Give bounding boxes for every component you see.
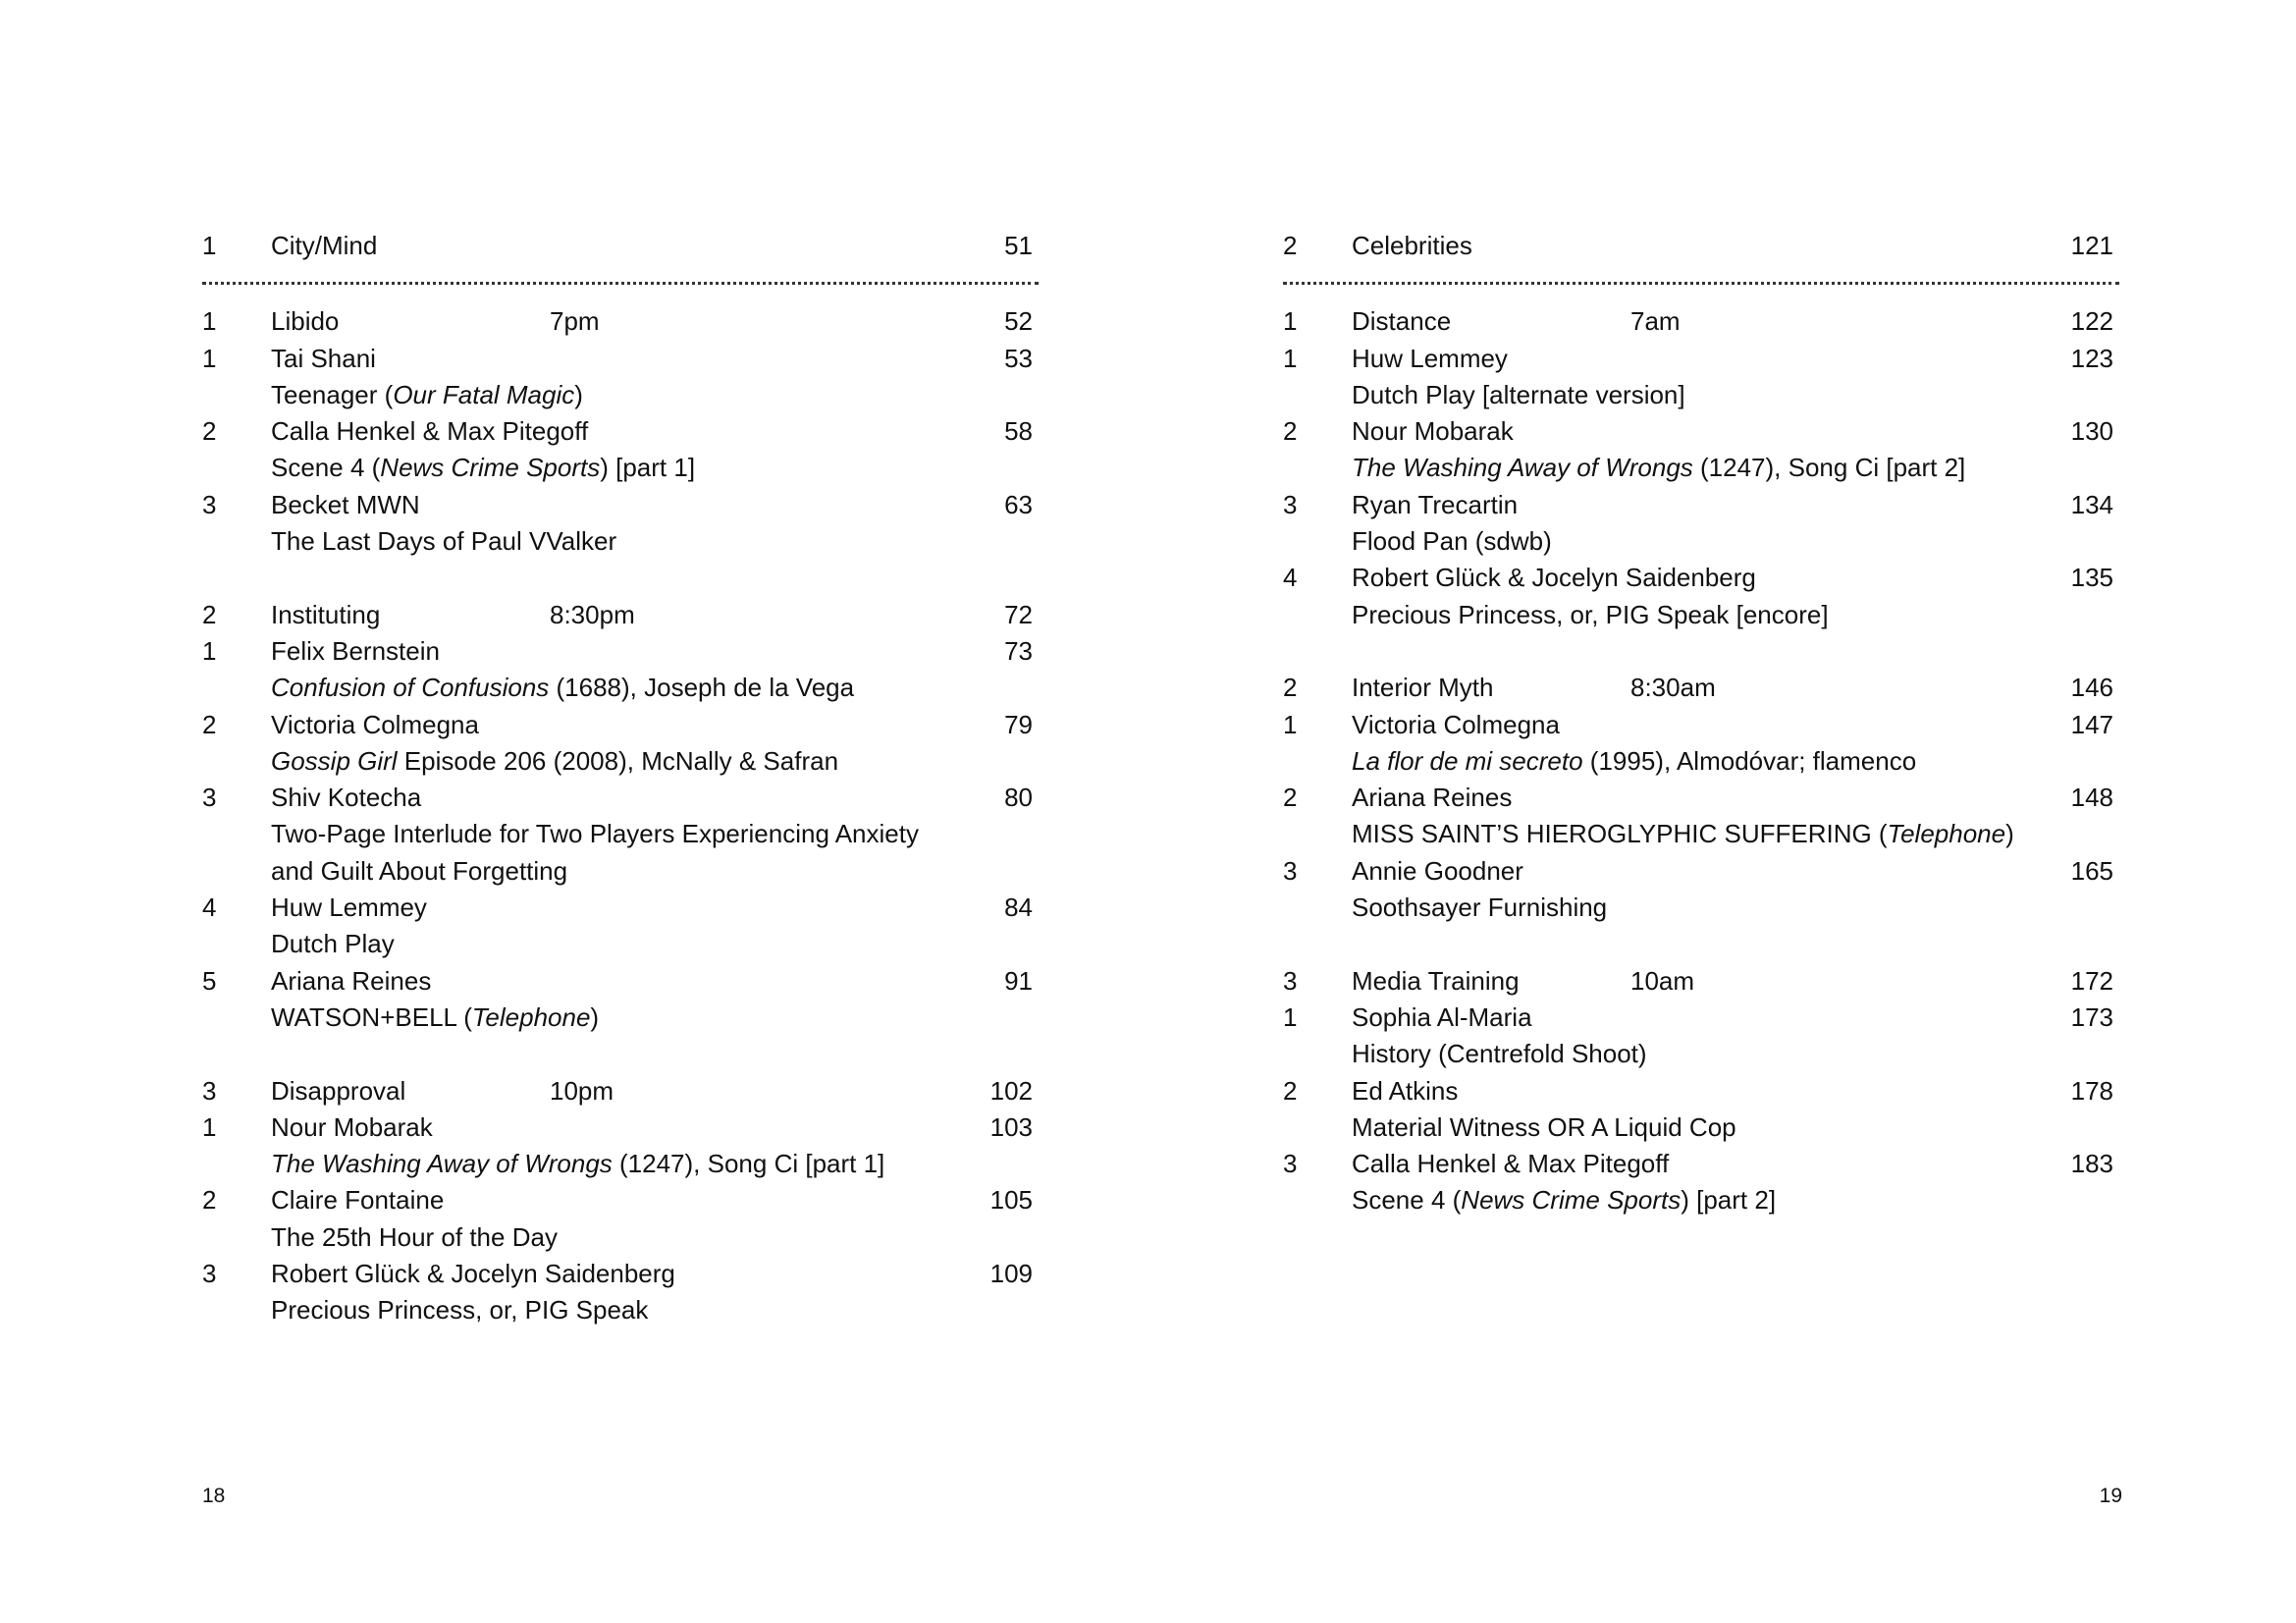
entry-number: 2 — [1283, 783, 1298, 813]
section-number: 3 — [1283, 965, 1298, 996]
page-number: 18 — [202, 1485, 226, 1507]
work-text-suffix: Episode 206 (2008), McNally & Safran — [397, 745, 839, 776]
entry-author: Nour Mobarak — [1352, 416, 1514, 447]
entry-work-title — [1352, 597, 1829, 633]
entry-number: 1 — [202, 635, 217, 666]
entry-number: 3 — [1283, 489, 1298, 519]
section-title: Instituting — [271, 599, 381, 629]
entry-page: 79 — [1004, 709, 1033, 739]
entry-work-title — [271, 377, 583, 413]
entry-author-row — [202, 890, 1039, 926]
entry-author: Victoria Colmegna — [1352, 709, 1560, 739]
entry-author: Shiv Kotecha — [271, 783, 422, 813]
entry-author-row — [1283, 560, 2119, 596]
section-title: Interior Myth — [1352, 673, 1494, 703]
entry-work-row — [202, 816, 1039, 852]
act-heading — [202, 228, 1039, 264]
entry-work-title-continued: and Guilt About Forgetting — [271, 855, 568, 886]
entry-author-row — [1283, 780, 2119, 816]
act-number: 2 — [1283, 231, 1298, 260]
entry-work-title — [1352, 743, 1916, 780]
work-text: The 25th Hour of the Day — [271, 1221, 558, 1252]
work-text: Soothsayer Furnishing — [1352, 893, 1608, 923]
entry-work-row — [202, 670, 1039, 706]
entry-work-title — [271, 523, 616, 560]
entry-page: 165 — [2070, 855, 2113, 886]
section-number: 1 — [202, 306, 217, 337]
work-text: History (Centrefold Shoot) — [1352, 1039, 1647, 1069]
entry-work-title — [271, 1000, 599, 1036]
work-text: Two-Page Interlude for Two Players Experiencing Anxiety — [271, 819, 919, 849]
entry-work-row — [1283, 890, 2119, 926]
entry-author-row — [1283, 1073, 2119, 1109]
entry-number: 1 — [202, 1111, 217, 1142]
section-heading — [202, 597, 1039, 633]
work-text: WATSON+BELL ( — [271, 1001, 472, 1032]
act-page: 51 — [1004, 231, 1033, 260]
entry-author-row — [1283, 413, 2119, 450]
section-page: 52 — [1004, 306, 1033, 337]
entry-work-row — [1283, 816, 2119, 852]
work-italic-title: Our Fatal Magic — [393, 379, 575, 409]
section-heading — [1283, 963, 2119, 1000]
section-time: 10am — [1630, 965, 1695, 996]
entry-work-title — [1352, 1182, 1776, 1218]
entry-work-title — [271, 1292, 648, 1328]
entry-work-title — [271, 450, 695, 486]
entry-page: 148 — [2070, 783, 2113, 813]
section-number: 2 — [202, 599, 217, 629]
entry-work-row — [202, 377, 1039, 413]
entry-author: Huw Lemmey — [271, 893, 427, 923]
work-text-suffix: ) — [2005, 819, 2014, 849]
work-text-suffix: (1247), Song Ci [part 2] — [1692, 453, 1966, 483]
section-title: Libido — [271, 306, 340, 337]
entry-work-row — [1283, 1182, 2119, 1218]
entry-page: 53 — [1004, 343, 1033, 373]
work-text-suffix: ) [part 2] — [1681, 1185, 1777, 1216]
entry-author-row — [1283, 1000, 2119, 1036]
entry-author-row — [202, 780, 1039, 816]
table-of-contents — [1283, 228, 2119, 1219]
entry-work-title — [1352, 377, 1685, 413]
entry-work-row — [1283, 377, 2119, 413]
entry-number: 1 — [1283, 709, 1298, 739]
work-text: Dutch Play — [271, 929, 395, 959]
entry-work-title — [1352, 816, 2014, 852]
section-number: 2 — [1283, 673, 1298, 703]
act-number: 1 — [202, 231, 217, 260]
entry-number: 3 — [202, 1259, 217, 1289]
entry-author-row — [202, 963, 1039, 1000]
entry-number: 4 — [1283, 563, 1298, 593]
work-text: MISS SAINT’S HIEROGLYPHIC SUFFERING ( — [1352, 819, 1888, 849]
entry-number: 3 — [1283, 855, 1298, 886]
entry-page: 80 — [1004, 783, 1033, 813]
work-text: Precious Princess, or, PIG Speak [encore] — [1352, 599, 1829, 629]
section-spacer — [1283, 633, 2119, 670]
entry-author: Robert Glück & Jocelyn Saidenberg — [1352, 563, 1756, 593]
section-page: 172 — [2070, 965, 2113, 996]
entry-number: 3 — [202, 489, 217, 519]
entry-author: Sophia Al-Maria — [1352, 1001, 1532, 1032]
entry-page: 147 — [2070, 709, 2113, 739]
entry-work-title — [271, 1219, 558, 1256]
work-text: Teenager ( — [271, 379, 394, 409]
act-heading — [1283, 228, 2119, 264]
work-text: Dutch Play [alternate version] — [1352, 379, 1685, 409]
entry-author-row — [202, 707, 1039, 743]
entry-work-row — [202, 450, 1039, 486]
work-text-suffix: ) — [574, 379, 583, 409]
entry-page: 58 — [1004, 416, 1033, 447]
work-text: Scene 4 ( — [271, 453, 381, 483]
entry-page: 73 — [1004, 635, 1033, 666]
act-page: 121 — [2070, 231, 2113, 260]
entry-author: Ed Atkins — [1352, 1075, 1459, 1106]
entry-number: 2 — [202, 709, 217, 739]
work-text-suffix: (1688), Joseph de la Vega — [549, 673, 855, 703]
section-number: 3 — [202, 1075, 217, 1106]
entry-author-row — [202, 413, 1039, 450]
entry-number: 5 — [202, 965, 217, 996]
entry-author-row — [202, 633, 1039, 670]
entry-page: 103 — [989, 1111, 1033, 1142]
entry-number: 3 — [202, 783, 217, 813]
entry-author-row — [1283, 707, 2119, 743]
section-heading — [202, 1073, 1039, 1109]
entry-number: 4 — [202, 893, 217, 923]
work-italic-title: The Washing Away of Wrongs — [1352, 453, 1693, 483]
entry-page: 109 — [989, 1259, 1033, 1289]
entry-work-title — [1352, 1109, 1736, 1146]
section-spacer — [202, 1036, 1039, 1072]
entry-author-row — [202, 1182, 1039, 1218]
entry-author-row — [202, 1109, 1039, 1146]
work-italic-title: News Crime Sports — [380, 453, 601, 483]
entry-work-title — [1352, 1036, 1647, 1072]
entry-work-row — [1283, 1036, 2119, 1072]
work-text: The Last Days of Paul VValker — [271, 526, 617, 557]
section-page: 122 — [2070, 306, 2113, 337]
section-number: 1 — [1283, 306, 1298, 337]
section-page: 72 — [1004, 599, 1033, 629]
section-title: Media Training — [1352, 965, 1520, 996]
entry-work-row-continued — [202, 853, 1039, 890]
entry-author-row — [1283, 853, 2119, 890]
entry-author: Victoria Colmegna — [271, 709, 479, 739]
entry-work-row — [1283, 597, 2119, 633]
entry-work-row — [202, 523, 1039, 560]
entry-author: Becket MWN — [271, 489, 420, 519]
entry-work-row — [202, 1000, 1039, 1036]
act-title: Celebrities — [1352, 231, 1472, 260]
work-italic-title: Telephone — [1887, 819, 2006, 849]
act-title: City/Mind — [271, 231, 378, 260]
section-time: 7am — [1630, 306, 1681, 337]
entry-author: Ariana Reines — [1352, 783, 1513, 813]
entry-work-row — [1283, 450, 2119, 486]
entry-author: Annie Goodner — [1352, 855, 1523, 886]
section-page: 146 — [2070, 673, 2113, 703]
entry-number: 2 — [1283, 416, 1298, 447]
work-text: Scene 4 ( — [1352, 1185, 1462, 1216]
entry-author: Calla Henkel & Max Pitegoff — [271, 416, 589, 447]
work-text-suffix: ) — [590, 1001, 600, 1032]
entry-author-row — [1283, 487, 2119, 523]
entry-author-row — [202, 487, 1039, 523]
entry-work-row — [1283, 523, 2119, 560]
entry-author-row — [202, 1256, 1039, 1292]
entry-number: 2 — [1283, 1075, 1298, 1106]
section-time: 8:30pm — [550, 599, 635, 629]
entry-page: 91 — [1004, 965, 1033, 996]
section-spacer — [202, 560, 1039, 596]
entry-work-title — [271, 1146, 884, 1182]
entry-page: 123 — [2070, 343, 2113, 373]
entry-author: Felix Bernstein — [271, 635, 440, 666]
entry-author: Robert Glück & Jocelyn Saidenberg — [271, 1259, 675, 1289]
entry-work-row — [202, 1219, 1039, 1256]
section-title: Distance — [1352, 306, 1452, 337]
table-of-contents — [202, 228, 1039, 1329]
entry-page: 84 — [1004, 893, 1033, 923]
entry-author: Calla Henkel & Max Pitegoff — [1352, 1149, 1670, 1179]
entry-page: 130 — [2070, 416, 2113, 447]
entry-author: Ariana Reines — [271, 965, 432, 996]
entry-number: 3 — [1283, 1149, 1298, 1179]
work-text-suffix: (1995), Almodóvar; flamenco — [1582, 745, 1917, 776]
entry-author: Tai Shani — [271, 343, 376, 373]
section-heading — [1283, 670, 2119, 706]
entry-page: 173 — [2070, 1001, 2113, 1032]
section-heading — [202, 303, 1039, 340]
entry-number: 2 — [202, 416, 217, 447]
section-spacer — [1283, 926, 2119, 962]
entry-page: 105 — [989, 1185, 1033, 1216]
work-text-suffix: ) [part 1] — [600, 453, 696, 483]
entry-number: 1 — [1283, 343, 1298, 373]
section-title: Disapproval — [271, 1075, 406, 1106]
section-time: 10pm — [550, 1075, 614, 1106]
entry-author: Ryan Trecartin — [1352, 489, 1519, 519]
work-italic-title: Confusion of Confusions — [271, 673, 550, 703]
entry-work-row — [1283, 1109, 2119, 1146]
section-heading — [1283, 303, 2119, 340]
entry-author: Claire Fontaine — [271, 1185, 445, 1216]
entry-page: 135 — [2070, 563, 2113, 593]
entry-page: 63 — [1004, 489, 1033, 519]
entry-work-title — [271, 670, 854, 706]
work-italic-title: The Washing Away of Wrongs — [271, 1149, 613, 1179]
entry-work-title — [1352, 890, 1607, 926]
entry-work-row — [202, 1146, 1039, 1182]
entry-work-title — [271, 926, 395, 962]
entry-author-row — [1283, 1146, 2119, 1182]
entry-number: 1 — [1283, 1001, 1298, 1032]
work-italic-title: Telephone — [471, 1001, 591, 1032]
work-text: Material Witness OR A Liquid Cop — [1352, 1111, 1736, 1142]
entry-author-row — [202, 341, 1039, 377]
work-italic-title: Gossip Girl — [271, 745, 398, 776]
section-time: 8:30am — [1630, 673, 1716, 703]
entry-author: Nour Mobarak — [271, 1111, 433, 1142]
work-text: Flood Pan (sdwb) — [1352, 526, 1552, 557]
entry-work-title — [271, 743, 838, 780]
section-page: 102 — [989, 1075, 1033, 1106]
entry-work-row — [202, 926, 1039, 962]
entry-work-title — [1352, 523, 1552, 560]
page-number: 19 — [2099, 1485, 2122, 1507]
right-page — [1148, 0, 2296, 1623]
entry-page: 178 — [2070, 1075, 2113, 1106]
entry-number: 2 — [202, 1185, 217, 1216]
entry-page: 183 — [2070, 1149, 2113, 1179]
entry-work-title — [271, 816, 919, 852]
dotted-rule — [202, 282, 1039, 285]
entry-work-title — [1352, 450, 1965, 486]
work-text-suffix: (1247), Song Ci [part 1] — [612, 1149, 885, 1179]
entry-work-row — [202, 1292, 1039, 1328]
entry-page: 134 — [2070, 489, 2113, 519]
entry-work-row — [202, 743, 1039, 780]
work-text: Precious Princess, or, PIG Speak — [271, 1295, 649, 1325]
entry-work-row — [1283, 743, 2119, 780]
entry-number: 1 — [202, 343, 217, 373]
entry-author: Huw Lemmey — [1352, 343, 1508, 373]
dotted-rule — [1283, 282, 2119, 285]
work-italic-title: La flor de mi secreto — [1352, 745, 1583, 776]
work-italic-title: News Crime Sports — [1461, 1185, 1682, 1216]
entry-author-row — [1283, 341, 2119, 377]
section-time: 7pm — [550, 306, 600, 337]
